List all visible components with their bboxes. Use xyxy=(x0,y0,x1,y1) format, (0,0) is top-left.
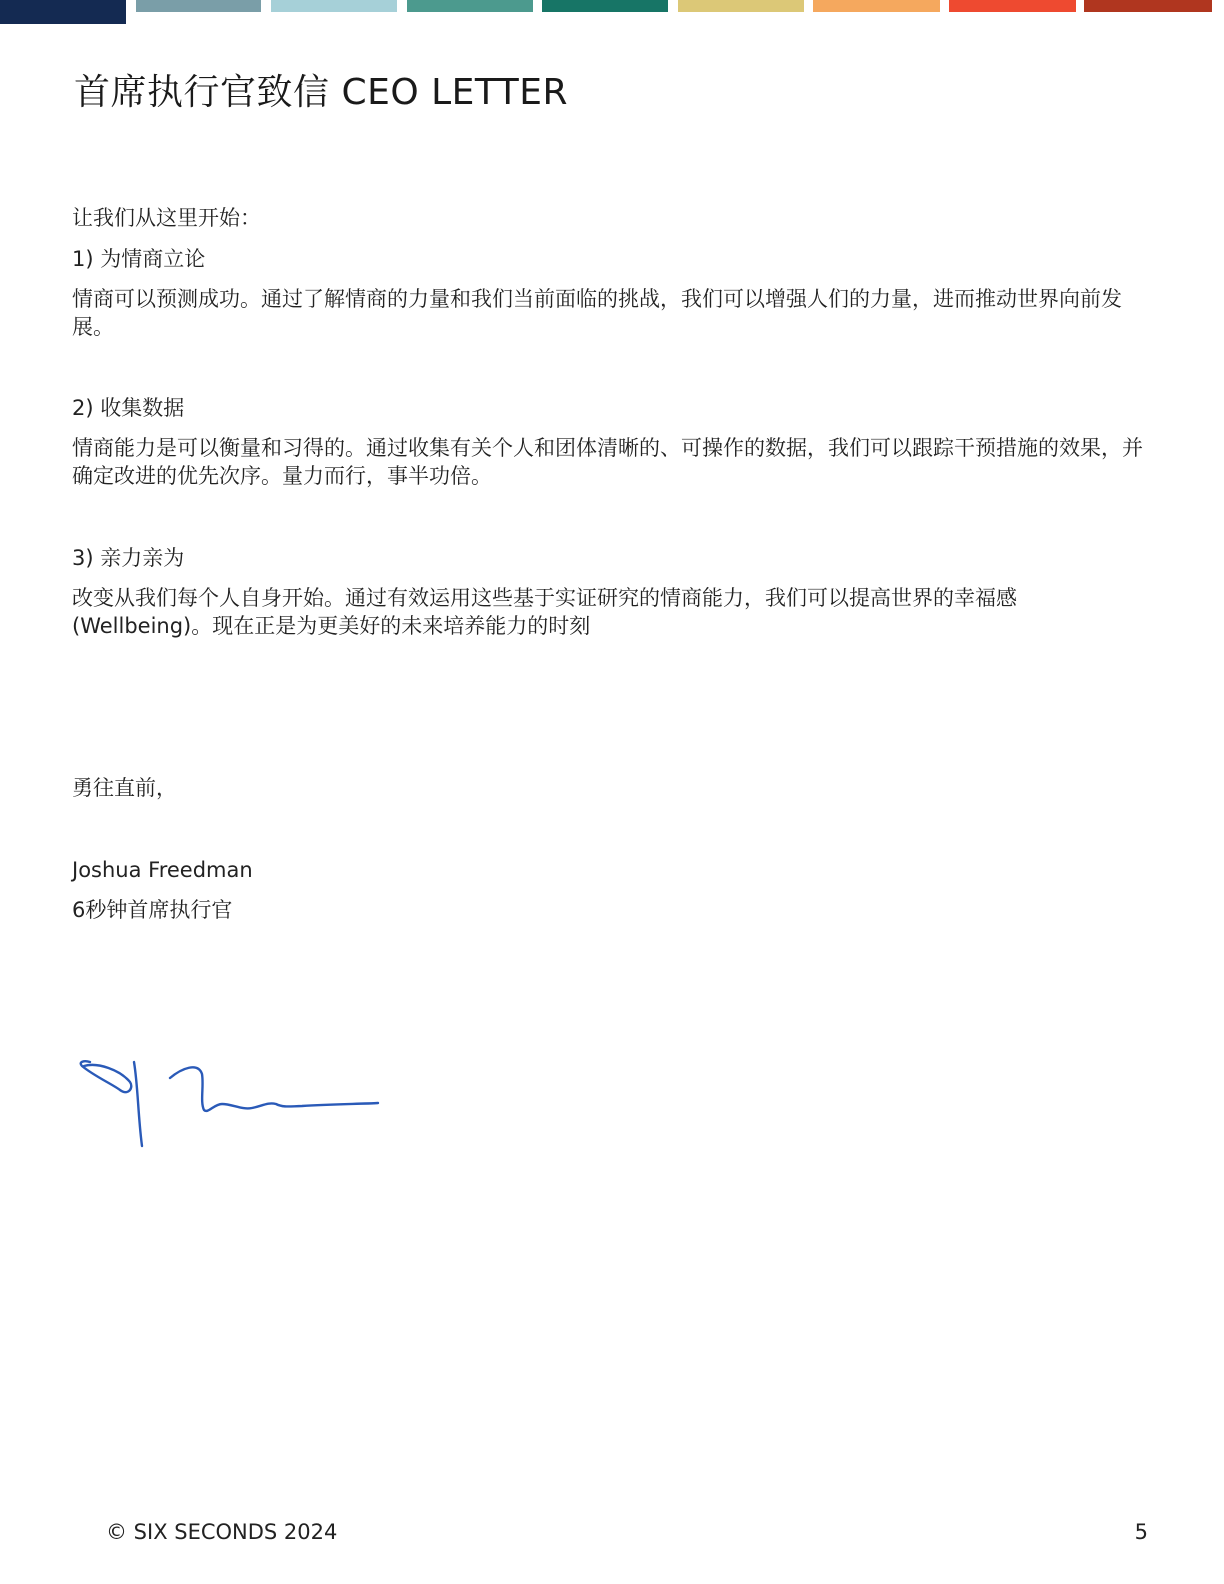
color-bar-segment xyxy=(1084,0,1212,12)
color-bar-segment xyxy=(813,0,940,12)
color-bar-segment xyxy=(678,0,804,12)
header-color-bar xyxy=(0,0,1224,24)
color-bar-segment xyxy=(949,0,1076,12)
footer-copyright: © SIX SECONDS 2024 xyxy=(106,1520,338,1544)
signer-title: 6秒钟首席执行官 xyxy=(72,898,233,922)
page-number: 5 xyxy=(1134,1520,1148,1544)
section-heading: 1) 为情商立论 xyxy=(72,247,206,271)
section-heading: 3) 亲力亲为 xyxy=(72,546,185,570)
letter-intro: 让我们从这里开始： xyxy=(72,206,261,230)
color-bar-segment xyxy=(542,0,668,12)
page-title: 首席执行官致信 CEO LETTER xyxy=(74,72,569,113)
section-body: 情商能力是可以衡量和习得的。通过收集有关个人和团体清晰的、可操作的数据，我们可以跟踪干预措施的效果，并确定改进的优先次序。量力而行，事半功倍。 xyxy=(72,436,1143,488)
signer-name: Joshua Freedman xyxy=(72,858,253,882)
color-bar-segment xyxy=(0,0,126,24)
section-heading: 2) 收集数据 xyxy=(72,396,185,420)
section-body: 情商可以预测成功。通过了解情商的力量和我们当前面临的挑战，我们可以增强人们的力量，进而推动世界向前发展。 xyxy=(72,287,1122,339)
signature-image xyxy=(72,1036,384,1152)
signature-stroke xyxy=(81,1061,142,1146)
color-bar-segment xyxy=(136,0,261,12)
letter-closing: 勇往直前， xyxy=(72,776,177,800)
color-bar-segment xyxy=(271,0,397,12)
color-bar-segment xyxy=(407,0,533,12)
section-body: 改变从我们每个人自身开始。通过有效运用这些基于实证研究的情商能力，我们可以提高世界的幸福感(Wellbeing)。现在正是为更美好的未来培养能力的时刻 xyxy=(72,586,1017,638)
signature-stroke xyxy=(170,1067,378,1111)
